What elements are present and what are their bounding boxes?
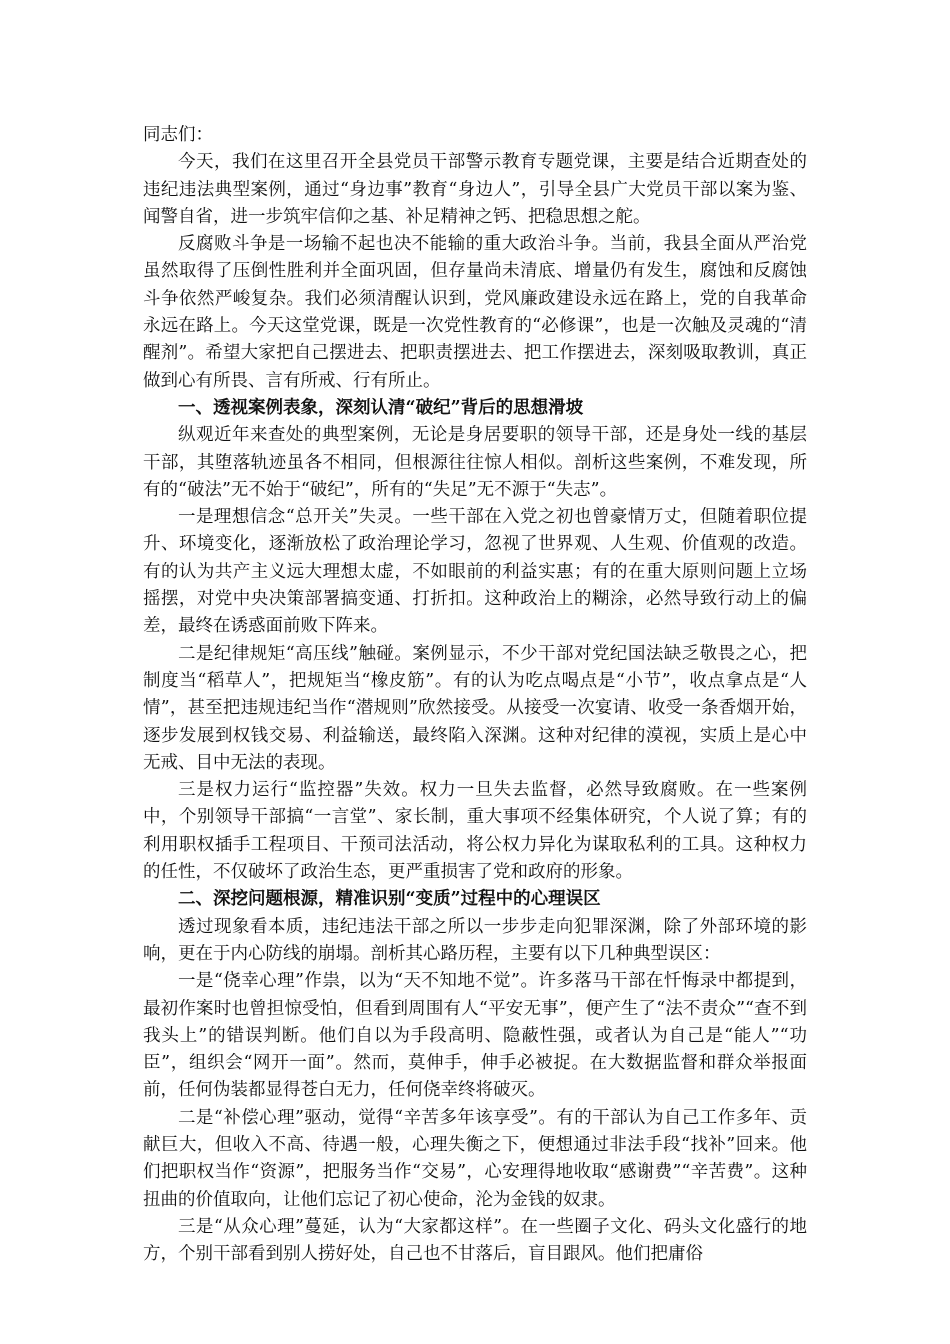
section-heading-1: 一、透视案例表象，深刻认清“破纪”背后的思想滑坡 [178, 397, 584, 418]
paragraph-point-3-power: 三是权力运行“监控器”失效。权力一旦失去监督，必然导致腐败。在一些案例中，个别领导干部搞“一言堂”、家长制，重大事项不经集体研究，个人说了算；有的利用职权插手工程项目、干预司法活动，将公权力异化为谋取私利的工具。这种权力的任性，不仅破坏了政治生态，更严重损害了党和政府的形象。 [143, 780, 807, 883]
paragraph-point-1-ideals: 一是理想信念“总开关”失灵。一些干部在入党之初也曾豪情万丈，但随着职位提升、环境变化，逐渐放松了政治理论学习，忽视了世界观、人生观、价值观的改造。有的认为共产主义远大理想太虚，不如眼前的利益实惠；有的在重大原则问题上立场摇摆，对党中央决策部署搞变通、打折扣。这种政治上的糊涂，必然导致行动上的偏差，最终在诱惑面前败下阵来。 [143, 507, 807, 637]
document-page [143, 122, 807, 1268]
section-heading-2: 二、深挖问题根源，精准识别“变质”过程中的心理误区 [178, 889, 601, 910]
paragraph-psych-1-luck: 一是“侥幸心理”作祟，以为“天不知地不觉”。许多落马干部在忏悔录中都提到，最初作案时也曾担惊受怕，但看到周围有人“平安无事”，便产生了“法不责众”“查不到我头上”的错误判断。他们自以为手段高明、隐蔽性强，或者认为自己是“能人”“功臣”，组织会“网开一面”。然而，莫伸手，伸手必被捉。在大数据监督和群众举报面前，任何伪装都显得苍白无力，任何侥幸终将破灭。 [143, 971, 807, 1101]
paragraph-point-2-discipline: 二是纪律规矩“高压线”触碰。案例显示，不少干部对党纪国法缺乏敬畏之心，把制度当“稻草人”，把规矩当“橡皮筋”。有的认为吃点喝点是“小节”，收点拿点是“人情”，甚至把违规违纪当作“潜规则”欣然接受。从接受一次宴请、收受一条香烟开始，逐步发展到权钱交易、利益输送，最终陷入深渊。这种对纪律的漠视，实质上是心中无戒、目中无法的表现。 [143, 643, 807, 773]
paragraph-intro: 今天，我们在这里召开全县党员干部警示教育专题党课，主要是结合近期查处的违纪违法典型案例，通过“身边事”教育“身边人”，引导全县广大党员干部以案为鉴、闻警自省，进一步筑牢信仰之基、补足精神之钙、把稳思想之舵。 [143, 152, 807, 227]
paragraph-case-overview: 纵观近年来查处的典型案例，无论是身居要职的领导干部，还是身处一线的基层干部，其堕落轨迹虽各不相同，但根源往往惊人相似。剖析这些案例，不难发现，所有的“破法”无不始于“破纪”，所有的“失足”无不源于“失志”。 [143, 425, 807, 500]
greeting: 同志们： [143, 125, 213, 145]
paragraph-psych-3-conformity: 三是“从众心理”蔓延，认为“大家都这样”。在一些圈子文化、码头文化盛行的地方，个别干部看到别人捞好处，自己也不甘落后，盲目跟风。他们把庸俗 [143, 1216, 807, 1265]
paragraph-root-causes: 透过现象看本质，违纪违法干部之所以一步步走向犯罪深渊，除了外部环境的影响，更在于内心防线的崩塌。剖析其心路历程，主要有以下几种典型误区： [143, 916, 807, 964]
paragraph-psych-2-compensation: 二是“补偿心理”驱动，觉得“辛苦多年该享受”。有的干部认为自己工作多年、贡献巨大，但收入不高、待遇一般，心理失衡之下，便想通过非法手段“找补”回来。他们把职权当作“资源”，把服务当作“交易”，心安理得地收取“感谢费”“辛苦费”。这种扭曲的价值取向，让他们忘记了初心使命，沦为金钱的奴隶。 [143, 1107, 807, 1210]
paragraph-anti-corruption: 反腐败斗争是一场输不起也决不能输的重大政治斗争。当前，我县全面从严治党虽然取得了压倒性胜利并全面巩固，但存量尚未清底、增量仍有发生，腐蚀和反腐蚀斗争依然严峻复杂。我们必须清醒认识到，党风廉政建设永远在路上，党的自我革命永远在路上。今天这堂党课，既是一次党性教育的“必修课”，也是一次触及灵魂的“清醒剂”。希望大家把自己摆进去、把职责摆进去、把工作摆进去，深刻吸取教训，真正做到心有所畏、言有所戒、行有所止。 [143, 234, 807, 391]
